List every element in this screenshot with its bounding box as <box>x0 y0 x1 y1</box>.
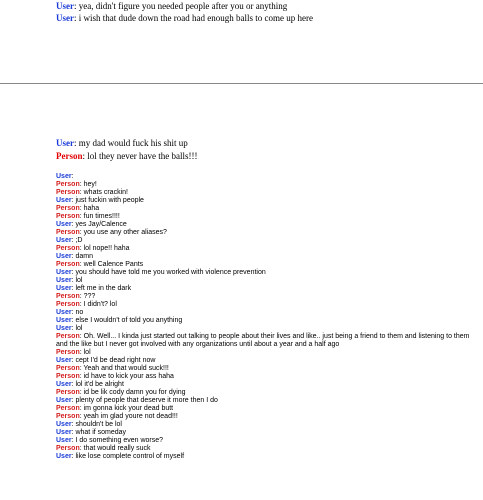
speaker-name: Person <box>56 365 80 372</box>
speaker-name: Person <box>56 333 80 340</box>
message-text: : shouldn't be lol <box>71 421 122 428</box>
speaker-name: Person <box>56 213 80 220</box>
message-text: : id have to kick your ass haha <box>79 373 174 380</box>
speaker-name: User <box>56 197 72 204</box>
divider <box>0 83 483 84</box>
message-text: : lol <box>71 277 83 284</box>
message-text: : haha <box>79 205 100 212</box>
speaker-name: Person <box>56 405 80 412</box>
chat-line <box>56 365 476 373</box>
speaker-name: User <box>56 317 72 324</box>
speaker-name: User <box>56 309 72 316</box>
message-text: : damn <box>71 253 93 260</box>
top-chat-block <box>56 0 313 24</box>
chat-line <box>56 397 476 405</box>
message-text: : that would really suck <box>79 445 151 452</box>
message-text: : plenty of people that deserve it more then I do <box>71 397 218 404</box>
message-text: : no <box>71 309 84 316</box>
speaker-name: User <box>56 325 72 332</box>
chat-line <box>56 429 476 437</box>
speaker-name: User <box>56 285 72 292</box>
speaker-name: Person <box>56 389 80 396</box>
speaker-name: Person <box>56 349 80 356</box>
chat-line <box>56 181 476 189</box>
chat-line <box>56 293 476 301</box>
message-text: : I didn't? lol <box>79 301 117 308</box>
message-text: : what if someday <box>71 429 127 436</box>
chat-line <box>56 421 476 429</box>
message-text: : hey! <box>79 181 97 188</box>
speaker-name: User <box>56 253 72 260</box>
message-text: : you use any other aliases? <box>79 229 167 236</box>
chat-line <box>56 381 476 389</box>
chat-line <box>56 253 476 261</box>
message-text: : my dad would fuck his shit up <box>74 138 188 148</box>
chat-line <box>56 389 476 397</box>
speaker-name: Person <box>56 373 80 380</box>
speaker-name: Person <box>56 229 80 236</box>
chat-line <box>56 309 476 317</box>
speaker-name: Person <box>56 301 80 308</box>
chat-line <box>56 349 476 357</box>
chat-line <box>56 333 476 349</box>
speaker-name: User <box>56 397 72 404</box>
chat-line <box>56 317 476 325</box>
speaker-name: User <box>56 429 72 436</box>
message-text: : left me in the dark <box>71 285 132 292</box>
speaker-name: Person <box>56 445 80 452</box>
chat-line <box>56 301 476 309</box>
message-text: : im gonna kick your dead butt <box>79 405 174 412</box>
speaker-name: User <box>56 453 72 460</box>
chat-line <box>56 137 197 150</box>
message-text: : lol nope!! haha <box>79 245 130 252</box>
speaker-name: Person <box>56 293 80 300</box>
speaker-name: Person <box>56 189 80 196</box>
chat-line <box>56 229 476 237</box>
speaker-name: User <box>56 357 72 364</box>
chat-line <box>56 445 476 453</box>
message-text: : ??? <box>79 293 96 300</box>
message-text: : you should have told me you worked with violence prevention <box>71 269 266 276</box>
chat-log <box>56 173 476 461</box>
speaker-name: User <box>56 437 72 444</box>
message-text: : Oh. Well... I kinda just started out talking to people about their lives and like.. just being a friend to them and listening to them and the like but I never got involved with any organizations until about a year and a half ago <box>56 333 470 348</box>
chat-line <box>56 261 476 269</box>
speaker-name: Person <box>56 205 80 212</box>
message-text: : lol <box>71 325 83 332</box>
chat-line <box>56 373 476 381</box>
chat-line <box>56 150 197 163</box>
message-text: : i wish that dude down the road had enough balls to come up here <box>74 13 313 23</box>
speaker-name: Person <box>56 413 80 420</box>
message-text: : lol it'd be alright <box>71 381 124 388</box>
chat-line <box>56 277 476 285</box>
speaker-name: Person <box>56 261 80 268</box>
speaker-name: User <box>56 277 72 284</box>
message-text: : id be lik cody damn you for dying <box>79 389 186 396</box>
speaker-name: User <box>56 221 72 228</box>
mid-chat-block <box>56 137 197 163</box>
chat-line <box>56 325 476 333</box>
speaker-name: Person <box>56 245 80 252</box>
chat-line <box>56 12 313 24</box>
message-text: : fun times!!!! <box>79 213 120 220</box>
speaker-name: User <box>56 269 72 276</box>
message-text: : <box>71 173 74 180</box>
chat-line <box>56 205 476 213</box>
chat-line <box>56 173 476 181</box>
chat-line <box>56 413 476 421</box>
speaker-name: Person <box>56 181 80 188</box>
chat-line <box>56 269 476 277</box>
chat-line <box>56 197 476 205</box>
speaker-name: User <box>56 1 74 11</box>
chat-line <box>56 237 476 245</box>
chat-line <box>56 357 476 365</box>
speaker-name: User <box>56 421 72 428</box>
chat-line <box>56 189 476 197</box>
message-text: : yea, didn't figure you needed people after you or anything <box>74 1 288 11</box>
chat-line <box>56 285 476 293</box>
message-text: : just fuckin with people <box>71 197 144 204</box>
speaker-name: Person <box>56 151 83 161</box>
message-text: : lol <box>79 349 91 356</box>
chat-line <box>56 0 313 12</box>
message-text: : else I wouldn't of told you anything <box>71 317 183 324</box>
chat-line <box>56 453 476 461</box>
message-text: : yeah im glad youre not dead!!! <box>79 413 178 420</box>
message-text: : ;D <box>71 237 83 244</box>
speaker-name: User <box>56 237 72 244</box>
chat-line <box>56 437 476 445</box>
message-text: : well Calence Pants <box>79 261 144 268</box>
speaker-name: User <box>56 173 72 180</box>
chat-line <box>56 213 476 221</box>
message-text: : lol they never have the balls!!! <box>82 151 198 161</box>
message-text: : yes Jay/Calence <box>71 221 127 228</box>
speaker-name: User <box>56 381 72 388</box>
message-text: : like lose complete control of myself <box>71 453 185 460</box>
speaker-name: User <box>56 13 74 23</box>
message-text: : whats crackin! <box>79 189 128 196</box>
message-text: : I do something even worse? <box>71 437 164 444</box>
message-text: : Yeah and that would suck!!! <box>79 365 169 372</box>
chat-line <box>56 221 476 229</box>
speaker-name: User <box>56 138 74 148</box>
chat-line <box>56 405 476 413</box>
message-text: : cept I'd be dead right now <box>71 357 156 364</box>
chat-line <box>56 245 476 253</box>
